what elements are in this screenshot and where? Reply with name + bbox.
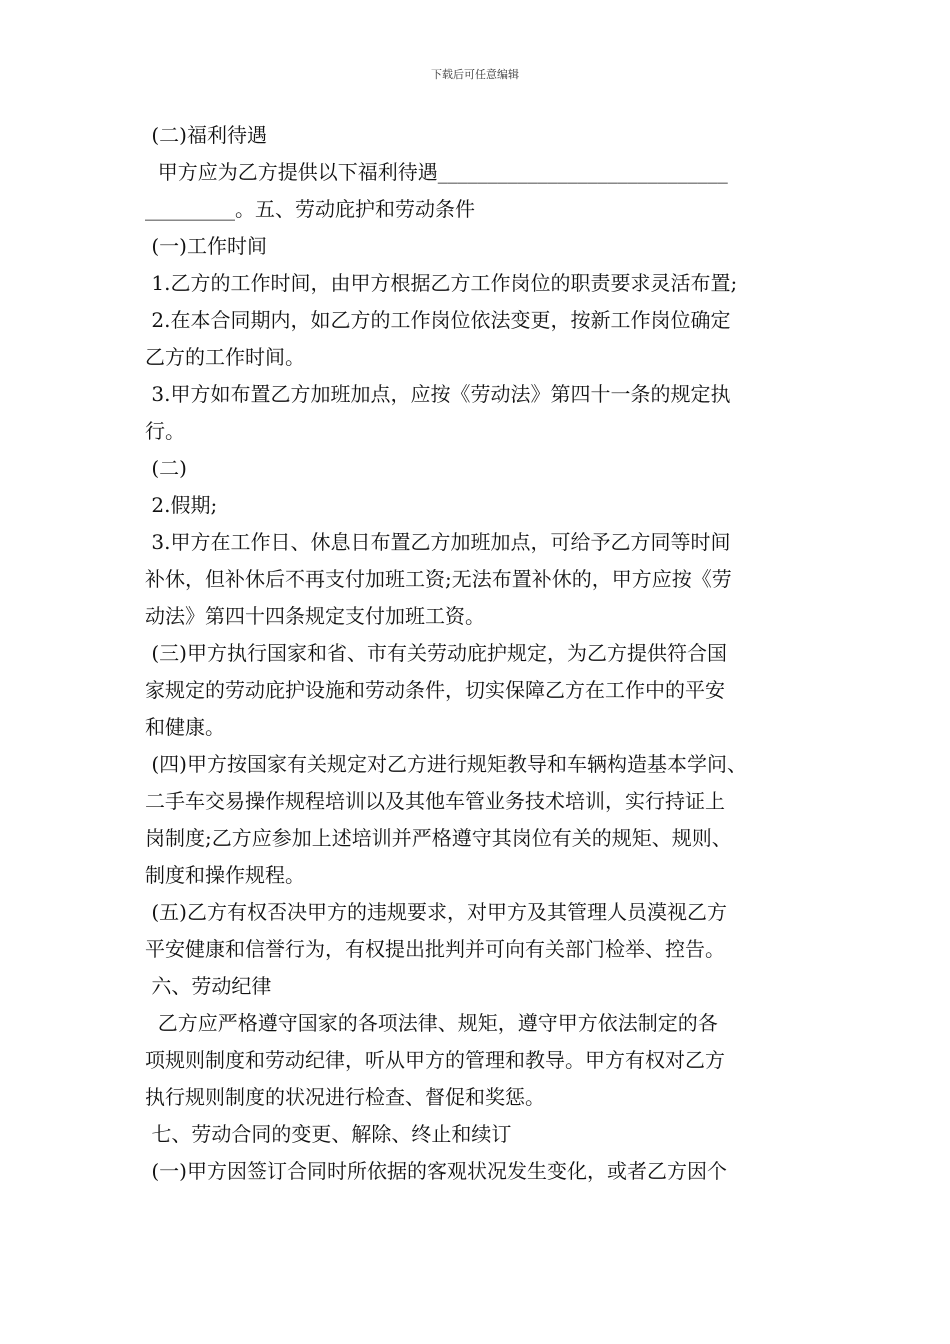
paragraph-line: 乙方的工作时间。 (145, 345, 305, 369)
paragraph-line: 乙方应严格遵守国家的各项法律、规矩，遵守甲方依法制定的各 (145, 1011, 718, 1035)
paragraph-line: 1.乙方的工作时间，由甲方根据乙方工作岗位的职责要求灵活布置; (145, 271, 738, 295)
heading-labor-discipline: 六、劳动纪律 (145, 974, 272, 998)
paragraph-line: 补休，但补休后不再支付加班工资;无法布置补休的，甲方应按《劳 (145, 567, 732, 591)
paragraph-line: _________。五、劳动庇护和劳动条件 (145, 197, 475, 221)
paragraph-line: (一)甲方因签订合同时所依据的客观状况发生变化，或者乙方因个 (145, 1159, 727, 1183)
paragraph-line: 和健康。 (145, 715, 225, 739)
heading-section-two: (二) (145, 456, 187, 480)
paragraph-line: 3.甲方在工作日、休息日布置乙方加班加点，可给予乙方同等时间 (145, 530, 731, 554)
paragraph-line: 项规则制度和劳动纪律，听从甲方的管理和教导。甲方有权对乙方 (145, 1048, 725, 1072)
heading-welfare: (二)福利待遇 (145, 123, 267, 147)
paragraph-line: 动法》第四十四条规定支付加班工资。 (145, 604, 485, 628)
document-body (145, 117, 825, 1190)
paragraph-line: 二手车交易操作规程培训以及其他车管业务技术培训，实行持证上 (145, 789, 725, 813)
paragraph-line: 制度和操作规程。 (145, 863, 305, 887)
paragraph-line: 3.甲方如布置乙方加班加点，应按《劳动法》第四十一条的规定执 (145, 382, 731, 406)
paragraph-line: 执行规则制度的状况进行检查、督促和奖惩。 (145, 1085, 545, 1109)
heading-work-time: (一)工作时间 (145, 234, 267, 258)
page-header: 下载后可任意编辑 (431, 68, 519, 81)
paragraph-line: 2.假期; (145, 493, 218, 517)
paragraph-line: 行。 (145, 419, 185, 443)
paragraph-line: (三)甲方执行国家和省、市有关劳动庇护规定，为乙方提供符合国 (145, 641, 727, 665)
paragraph-line: 甲方应为乙方提供以下福利待遇_____________________________ (145, 160, 728, 184)
paragraph-line: (五)乙方有权否决甲方的违规要求，对甲方及其管理人员漠视乙方 (145, 900, 727, 924)
paragraph-line: 岗制度;乙方应参加上述培训并严格遵守其岗位有关的规矩、规则、 (145, 826, 732, 850)
paragraph-line: 家规定的劳动庇护设施和劳动条件，切实保障乙方在工作中的平安 (145, 678, 725, 702)
paragraph-line: 2.在本合同期内，如乙方的工作岗位依法变更，按新工作岗位确定 (145, 308, 731, 332)
heading-contract-changes: 七、劳动合同的变更、解除、终止和续订 (145, 1122, 512, 1146)
paragraph-line: (四)甲方按国家有关规定对乙方进行规矩教导和车辆构造基本学问、 (145, 752, 747, 776)
paragraph-line: 平安健康和信誉行为，有权提出批判并可向有关部门检举、控告。 (145, 937, 725, 961)
